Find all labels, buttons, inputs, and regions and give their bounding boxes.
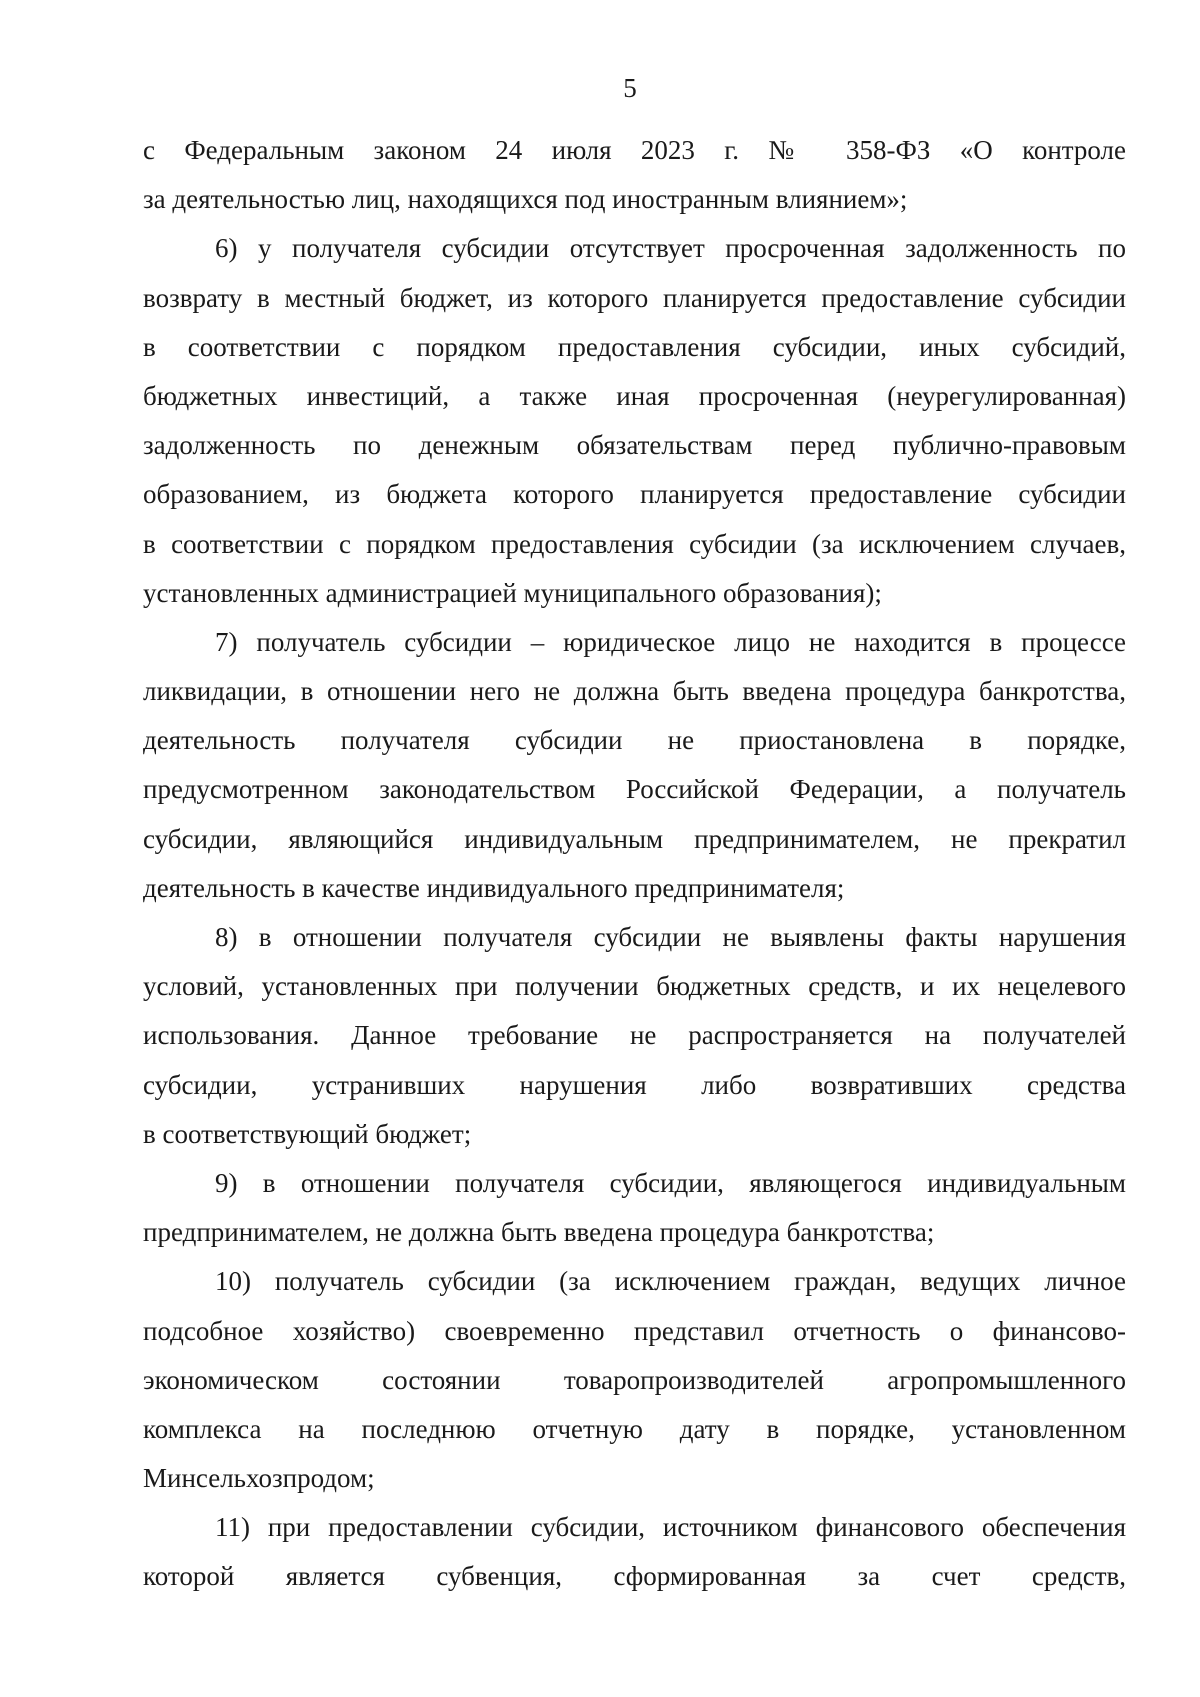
text-line: предпринимателем, не должна быть введена процедура банкротства; [143, 1217, 935, 1248]
text-line: экономическом состоянии товаропроизводителей агропромышленного [143, 1364, 1126, 1395]
text-line: задолженность по денежным обязательствам перед публично-правовым [143, 430, 1126, 461]
text-line: которой является субвенция, сформированная за счет средств, [143, 1561, 1126, 1592]
text-line: в соответствующий бюджет; [143, 1118, 472, 1149]
text-line: 9) в отношении получателя субсидии, являющегося индивидуальным [215, 1167, 1126, 1198]
text-line: возврату в местный бюджет, из которого планируется предоставление субсидии [143, 282, 1126, 313]
text-line: 8) в отношении получателя субсидии не выявлены факты нарушения [215, 922, 1126, 952]
text-line: 6) у получателя субсидии отсутствует просроченная задолженность по [215, 233, 1126, 264]
text-line: за деятельностью лиц, находящихся под иностранным влиянием»; [143, 184, 908, 215]
text-line: условий, установленных при получении бюджетных средств, и их нецелевого [143, 971, 1126, 1002]
text-line: образованием, из бюджета которого планируется предоставление субсидии [143, 479, 1126, 510]
text-line: ликвидации, в отношении него не должна быть введена процедура банкротства, [143, 676, 1126, 707]
text-line: использования. Данное требование не распространяется на получателей [143, 1020, 1126, 1051]
text-line: 11) при предоставлении субсидии, источником финансового обеспечения [215, 1512, 1126, 1543]
text-line: предусмотренном законодательством Российской Федерации, а получатель [143, 774, 1126, 805]
text-line: с Федеральным законом 24 июля 2023 г. № 358-ФЗ «О контроле [143, 135, 1126, 165]
text-line: Минсельхозпродом; [143, 1463, 375, 1494]
text-line: в соответствии с порядком предоставления субсидии, иных субсидий, [143, 331, 1126, 362]
text-line: подсобное хозяйство) своевременно представил отчетность о финансово- [143, 1315, 1126, 1346]
text-line: 10) получатель субсидии (за исключением граждан, ведущих личное [215, 1266, 1126, 1297]
page-number: 5 [623, 73, 637, 103]
text-line: 7) получатель субсидии – юридическое лицо не находится в процессе [215, 626, 1126, 657]
text-line: комплекса на последнюю отчетную дату в порядке, установленном [143, 1413, 1126, 1444]
text-line: деятельность в качестве индивидуального предпринимателя; [143, 872, 845, 903]
text-line: субсидии, устранивших нарушения либо возвративших средства [143, 1069, 1126, 1100]
text-line: деятельность получателя субсидии не приостановлена в порядке, [143, 725, 1126, 756]
text-line: бюджетных инвестиций, а также иная просроченная (неурегулированная) [143, 380, 1126, 411]
text-line: в соответствии с порядком предоставления субсидии (за исключением случаев, [143, 528, 1126, 559]
text-line: субсидии, являющийся индивидуальным предпринимателем, не прекратил [143, 823, 1126, 854]
text-line: установленных администрацией муниципального образования); [143, 577, 882, 608]
document-body [143, 126, 1126, 1602]
